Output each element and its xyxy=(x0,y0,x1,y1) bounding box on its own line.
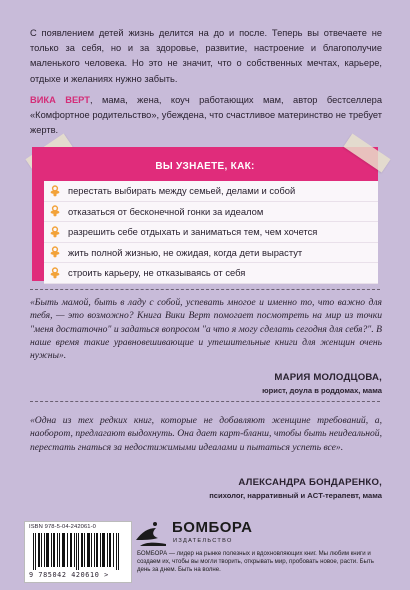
pacifier-icon xyxy=(44,226,66,238)
list-item: разрешить себе отдыхать и заниматься тем, чем хочется xyxy=(44,222,378,243)
list-item: отказаться от бесконечной гонки за идеалом xyxy=(44,202,378,223)
pacifier-icon xyxy=(44,185,66,197)
barcode-digits: 9 785042 420610 > xyxy=(29,571,109,579)
quote-2-name: АЛЕКСАНДРА БОНДАРЕНКО, xyxy=(238,477,382,488)
list-item: строить карьеру, не отказываясь от себя xyxy=(44,263,378,284)
pacifier-icon xyxy=(44,246,66,258)
intro-paragraph-1: С появлением детей жизнь делится на до и после. Теперь вы отвечаете не только за себя, но и за здоровье, развитие, настроение и благополучие маленького человека. Но это не значит, что о собственных мечтах, карьере, отдыхе и желаниях нужно забыть. xyxy=(30,28,382,84)
isbn-label: ISBN 978-5-04-242061-0 xyxy=(29,524,96,530)
publisher-subtitle: ИЗДАТЕЛЬСТВО xyxy=(173,538,233,544)
learn-box xyxy=(32,147,378,281)
author-description: , мама, жена, коуч работающих мам, автор бестселлера «Комфортное родительство», убеждена, что счастливое материнство не требует жертв. xyxy=(30,94,382,136)
quote-1-signature xyxy=(262,372,382,395)
list-item: перестать выбирать между семьей, делами и собой xyxy=(44,181,378,202)
learn-heading: ВЫ УЗНАЕТЕ, КАК: xyxy=(155,161,255,172)
pacifier-icon xyxy=(44,267,66,279)
intro-text xyxy=(30,26,382,144)
quote-1-role: юрист, доула в роддомах, мама xyxy=(262,386,382,395)
barcode-bars xyxy=(33,533,123,570)
divider xyxy=(30,401,380,402)
list-item: жить полной жизнью, не ожидая, когда дети вырастут xyxy=(44,243,378,264)
pacifier-icon xyxy=(44,205,66,217)
quote-2-signature xyxy=(209,477,382,500)
author-name: ВИКА ВЕРТ xyxy=(30,94,90,105)
divider xyxy=(30,289,380,290)
quote-2: «Одна из тех редких книг, которые не добавляют женщине требований, а, наоборот, предлагают выдохнуть. Она дает карт-бланш, чтобы быть неидеальной, перестать гнаться за недостижимыми идеалами и пытаться успеть все». xyxy=(30,415,382,453)
quote-1-name: МАРИЯ МОЛОДЦОВА, xyxy=(274,372,382,383)
publisher-name: БОМБОРА xyxy=(172,519,253,536)
bombora-wave-icon xyxy=(134,518,168,548)
quote-2-role: психолог, нарративный и ACT-терапевт, мама xyxy=(209,491,382,500)
quote-1: «Быть мамой, быть в ладу с собой, успевать многое и именно то, что важно для тебя, — это возможно? Книга Вики Верт помогает посмотреть на мир из точки "меня достаточно" и задаться вопросом "а что я могу сделать сегодня для себя?". В наше время такие уравновешивающие и утешительные книги для женщин очень нужны». xyxy=(30,297,382,362)
learn-list xyxy=(32,181,378,284)
barcode xyxy=(24,521,132,583)
publisher-description: БОМБОРА — лидер на рынке полезных и вдохновляющих книг. Мы любим книги и создаем их, чтобы вы могли творить, открывать мир, пробовать новое, расти. Быть день за днем. Быть на волне. xyxy=(137,550,374,573)
intro-paragraph-2 xyxy=(30,93,382,139)
